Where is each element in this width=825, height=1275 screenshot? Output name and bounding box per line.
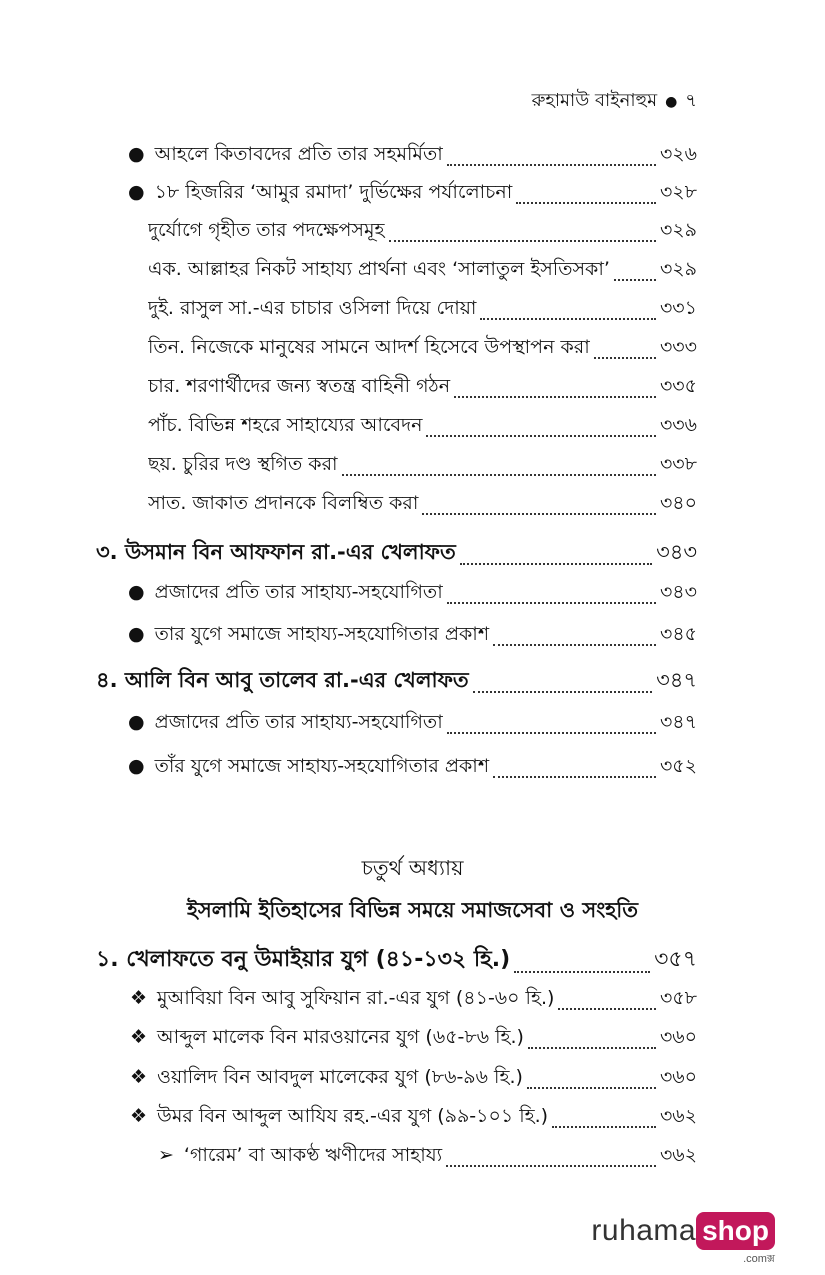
chapter-title: চতুর্থ অধ্যায় bbox=[361, 856, 464, 880]
toc-entry[interactable] bbox=[148, 294, 697, 326]
toc-entry[interactable] bbox=[128, 178, 697, 210]
toc-entry-label: চার. শরণার্থীদের জন্য স্বতন্ত্র বাহিনী গঠন bbox=[148, 375, 451, 397]
toc-entry-page: ৩৩৮ bbox=[659, 453, 697, 475]
toc-section[interactable] bbox=[96, 664, 697, 699]
leader-dots bbox=[447, 732, 656, 734]
leader-dots bbox=[558, 1008, 656, 1010]
toc-entry[interactable] bbox=[130, 1102, 697, 1134]
toc-entry-label: আহলে কিতাবদের প্রতি তার সহমর্মিতা bbox=[154, 143, 443, 165]
diamond-bullet-icon: ❖ bbox=[130, 1066, 148, 1088]
leader-dots bbox=[527, 1087, 656, 1089]
toc-entry-label: ওয়ালিদ বিন আবদুল মালেকের যুগ (৮৬-৯৬ হি.) bbox=[157, 1066, 523, 1088]
toc-entry-label: উমর বিন আব্দুল আযিয রহ.-এর যুগ (৯৯-১০১ হি.) bbox=[157, 1105, 549, 1127]
toc-entry-label: মুআবিয়া বিন আবু সুফিয়ান রা.-এর যুগ (৪১-৬০ হি.) bbox=[157, 987, 555, 1009]
toc-entry[interactable] bbox=[128, 578, 697, 610]
bullet-icon: ● bbox=[128, 143, 145, 165]
toc-entry[interactable] bbox=[148, 450, 697, 482]
diamond-bullet-icon: ❖ bbox=[130, 1026, 148, 1048]
leader-dots bbox=[493, 644, 656, 646]
toc-section-label: ৪. আলি বিন আবু তালেব রা.-এর খেলাফত bbox=[96, 668, 469, 692]
toc-entry[interactable] bbox=[148, 411, 697, 443]
toc-entry-label: দুই. রাসুল সা.-এর চাচার ওসিলা দিয়ে দোয়া bbox=[148, 297, 477, 319]
book-title: রুহামাউ বাইনাহুম bbox=[531, 90, 658, 111]
toc-entry-page: ৩৩১ bbox=[659, 297, 697, 319]
leader-dots bbox=[514, 971, 650, 973]
toc-section-label: ১. খেলাফতে বনু উমাইয়ার যুগ (৪১-১৩২ হি.) bbox=[96, 947, 511, 972]
toc-entry[interactable] bbox=[148, 333, 697, 365]
leader-dots bbox=[516, 202, 656, 204]
toc-entry-page: ৩৪০ bbox=[659, 492, 697, 514]
toc-entry-label: প্রজাদের প্রতি তার সাহায্য-সহযোগিতা bbox=[154, 581, 443, 603]
toc-section-page: ৩৪৩ bbox=[656, 540, 697, 564]
toc-section[interactable] bbox=[96, 536, 697, 571]
diamond-bullet-icon: ❖ bbox=[130, 1105, 148, 1127]
leader-dots bbox=[594, 357, 656, 359]
toc-entry[interactable] bbox=[128, 708, 697, 740]
leader-dots bbox=[447, 164, 656, 166]
toc-entry-label: পাঁচ. বিভিন্ন শহরে সাহায্যের আবেদন bbox=[148, 414, 423, 436]
toc-entry-page: ৩৪৭ bbox=[659, 711, 697, 733]
leader-dots bbox=[528, 1047, 656, 1049]
leader-dots bbox=[493, 776, 656, 778]
running-header bbox=[532, 86, 697, 117]
bullet-icon: ● bbox=[665, 93, 678, 110]
toc-entry[interactable] bbox=[148, 216, 697, 248]
toc-entry[interactable] bbox=[130, 1023, 697, 1055]
toc-entry-page: ৩৩৬ bbox=[659, 414, 697, 436]
toc-entry[interactable] bbox=[128, 752, 697, 784]
toc-entry[interactable] bbox=[148, 372, 697, 404]
leader-dots bbox=[422, 513, 656, 515]
logo-brand-shop: shop bbox=[696, 1212, 775, 1250]
toc-entry-page: ৩৩৩ bbox=[659, 336, 697, 358]
toc-entry-page: ৩৬০ bbox=[659, 1026, 697, 1048]
toc-entry-label: দুর্যোগে গৃহীত তার পদক্ষেপসমূহ bbox=[148, 219, 385, 241]
publisher-logo bbox=[591, 1212, 775, 1265]
toc-entry-page: ৩৪৫ bbox=[659, 623, 697, 645]
bullet-icon: ● bbox=[128, 755, 145, 777]
toc-entry[interactable] bbox=[128, 140, 697, 172]
toc-entry-page: ৩৩৫ bbox=[659, 375, 697, 397]
toc-entry[interactable] bbox=[148, 489, 697, 521]
toc-entry-label: তার যুগে সমাজে সাহায্য-সহযোগিতার প্রকাশ bbox=[154, 623, 490, 645]
toc-entry-label: ‘গারেম’ বা আকণ্ঠ ঋণীদের সাহায্য bbox=[183, 1144, 443, 1166]
logo-brand-main: ruhama bbox=[591, 1214, 697, 1247]
leader-dots bbox=[614, 279, 656, 281]
bullet-icon: ● bbox=[128, 181, 145, 203]
bullet-icon: ● bbox=[128, 711, 145, 733]
bullet-icon: ● bbox=[128, 623, 145, 645]
leader-dots bbox=[426, 435, 656, 437]
toc-entry[interactable] bbox=[158, 1141, 697, 1173]
toc-entry[interactable] bbox=[148, 255, 697, 287]
toc-entry-page: ৩৬২ bbox=[659, 1144, 697, 1166]
leader-dots bbox=[342, 474, 656, 476]
toc-entry-page: ৩৬২ bbox=[659, 1105, 697, 1127]
leader-dots bbox=[447, 602, 656, 604]
toc-entry-page: ৩৫২ bbox=[659, 755, 697, 777]
toc-entry-page: ৩২৮ bbox=[659, 181, 697, 203]
leader-dots bbox=[454, 396, 656, 398]
toc-section-page: ৩৪৭ bbox=[656, 668, 697, 692]
toc-entry-label: আব্দুল মালেক বিন মারওয়ানের যুগ (৬৫-৮৬ হি.) bbox=[157, 1026, 524, 1048]
leader-dots bbox=[552, 1126, 656, 1128]
toc-entry-page: ৩৪৩ bbox=[659, 581, 697, 603]
arrow-bullet-icon: ➢ bbox=[158, 1144, 174, 1166]
toc-entry-label: তাঁর যুগে সমাজে সাহায্য-সহযোগিতার প্রকাশ bbox=[154, 755, 490, 777]
toc-entry-label: সাত. জাকাত প্রদানকে বিলম্বিত করা bbox=[148, 492, 419, 514]
leader-dots bbox=[389, 240, 656, 242]
toc-entry-page: ৩৫৮ bbox=[659, 987, 697, 1009]
toc-section[interactable] bbox=[96, 942, 697, 979]
toc-entry-page: ৩৬০ bbox=[659, 1066, 697, 1088]
bullet-icon: ● bbox=[128, 581, 145, 603]
toc-entry[interactable] bbox=[128, 620, 697, 652]
leader-dots bbox=[480, 318, 656, 320]
toc-entry-page: ৩২৯ bbox=[659, 258, 697, 280]
chapter-subtitle: ইসলামি ইতিহাসের বিভিন্ন সময়ে সমাজসেবা ও সংহতি bbox=[186, 898, 639, 922]
toc-entry-label: তিন. নিজেকে মানুষের সামনে আদর্শ হিসেবে উপস্থাপন করা bbox=[148, 336, 590, 358]
toc-entry[interactable] bbox=[130, 1063, 697, 1095]
toc-entry-label: প্রজাদের প্রতি তার সাহায্য-সহযোগিতা bbox=[154, 711, 443, 733]
page-number: ৭ bbox=[685, 90, 697, 111]
toc-entry[interactable] bbox=[130, 984, 697, 1016]
toc-entry-label: এক. আল্লাহর নিকট সাহায্য প্রার্থনা এবং ‘সালাতুল ইসতিসকা’ bbox=[148, 258, 610, 280]
toc-entry-page: ৩২৬ bbox=[659, 143, 697, 165]
leader-dots bbox=[460, 563, 652, 565]
toc-entry-label: ১৮ হিজরির ‘আমুর রমাদা’ দুর্ভিক্ষের পর্যালোচনা bbox=[154, 181, 513, 203]
diamond-bullet-icon: ❖ bbox=[130, 987, 148, 1009]
toc-entry-page: ৩২৯ bbox=[659, 219, 697, 241]
leader-dots bbox=[473, 691, 652, 693]
logo-brand-suffix: .comক্স bbox=[743, 1253, 775, 1265]
toc-entry-label: ছয়. চুরির দণ্ড স্থগিত করা bbox=[148, 453, 338, 475]
leader-dots bbox=[446, 1165, 656, 1167]
toc-section-page: ৩৫৭ bbox=[654, 947, 697, 972]
toc-section-label: ৩. উসমান বিন আফফান রা.-এর খেলাফত bbox=[96, 540, 456, 564]
